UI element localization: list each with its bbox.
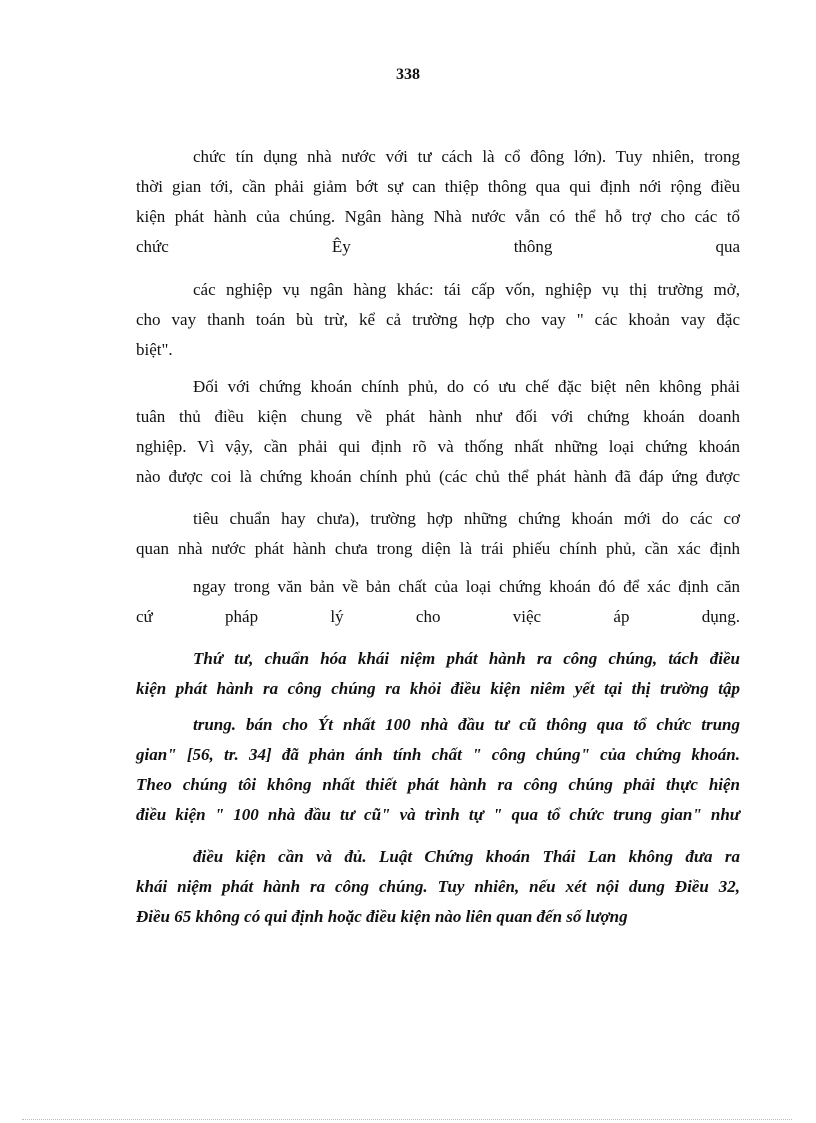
text-line: trung. bán cho Ýt nhất 100 nhà đầu tư cũ thông qua tổ chức trung: [193, 715, 740, 734]
text-line: cho vay thanh toán bù trừ, kể cả trường hợp cho vay " các khoản vay đặc: [136, 310, 740, 329]
text-line: biệt".: [136, 340, 173, 359]
text-line: điều kiện cần và đủ. Luật Chứng khoán Thái Lan không đưa ra: [193, 847, 740, 866]
text-line: điều kiện " 100 nhà đầu tư cũ" và trình tự " qua tổ chức trung gian" như: [136, 805, 740, 824]
text-line: tuân thủ điều kiện chung về phát hành như đối với chứng khoán doanh: [136, 407, 740, 426]
text-line: Điều 65 không có qui định hoặc điều kiện nào liên quan đến số lượng: [136, 907, 628, 926]
text-line: thời gian tới, cần phải giảm bớt sự can thiệp thông qua qui định nới rộng điều: [136, 177, 740, 196]
text-line: Đối với chứng khoán chính phủ, do có ưu chế đặc biệt nên không phải: [193, 377, 740, 396]
text-line: chức tín dụng nhà nước với tư cách là cổ đông lớn). Tuy nhiên, trong: [193, 147, 740, 166]
text-line: chức Êy thông qua: [136, 237, 740, 256]
text-line: tiêu chuẩn hay chưa), trường hợp những chứng khoán mới do các cơ: [193, 509, 740, 528]
text-line: Theo chúng tôi không nhất thiết phát hành ra công chúng phải thực hiện: [136, 775, 740, 794]
page-bottom-rule: [22, 1119, 792, 1120]
text-line: quan nhà nước phát hành chưa trong diện là trái phiếu chính phủ, cần xác định: [136, 539, 740, 558]
text-line: nào được coi là chứng khoán chính phủ (các chủ thể phát hành đã đáp ứng được: [136, 467, 740, 486]
text-line: nghiệp. Vì vậy, cần phải qui định rõ và thống nhất những loại chứng khoán: [136, 437, 740, 456]
text-line: các nghiệp vụ ngân hàng khác: tái cấp vốn, nghiệp vụ thị trường mở,: [193, 280, 740, 299]
text-line: ngay trong văn bản về bản chất của loại chứng khoán đó để xác định căn: [193, 577, 740, 596]
text-line: cứ pháp lý cho việc áp dụng.: [136, 607, 740, 626]
text-line: kiện phát hành ra công chúng ra khỏi điều kiện niêm yết tại thị trường tập: [136, 679, 740, 698]
text-line: kiện phát hành của chúng. Ngân hàng Nhà nước vẫn có thể hỗ trợ cho các tổ: [136, 207, 740, 226]
text-line: khái niệm phát hành ra công chúng. Tuy nhiên, nếu xét nội dung Điều 32,: [136, 877, 740, 896]
text-line: gian" [56, tr. 34] đã phản ánh tính chất " công chúng" của chứng khoán.: [136, 745, 740, 764]
page-number: 338: [396, 66, 420, 83]
text-line: Thứ tư, chuẩn hóa khái niệm phát hành ra công chúng, tách điều: [193, 649, 740, 668]
